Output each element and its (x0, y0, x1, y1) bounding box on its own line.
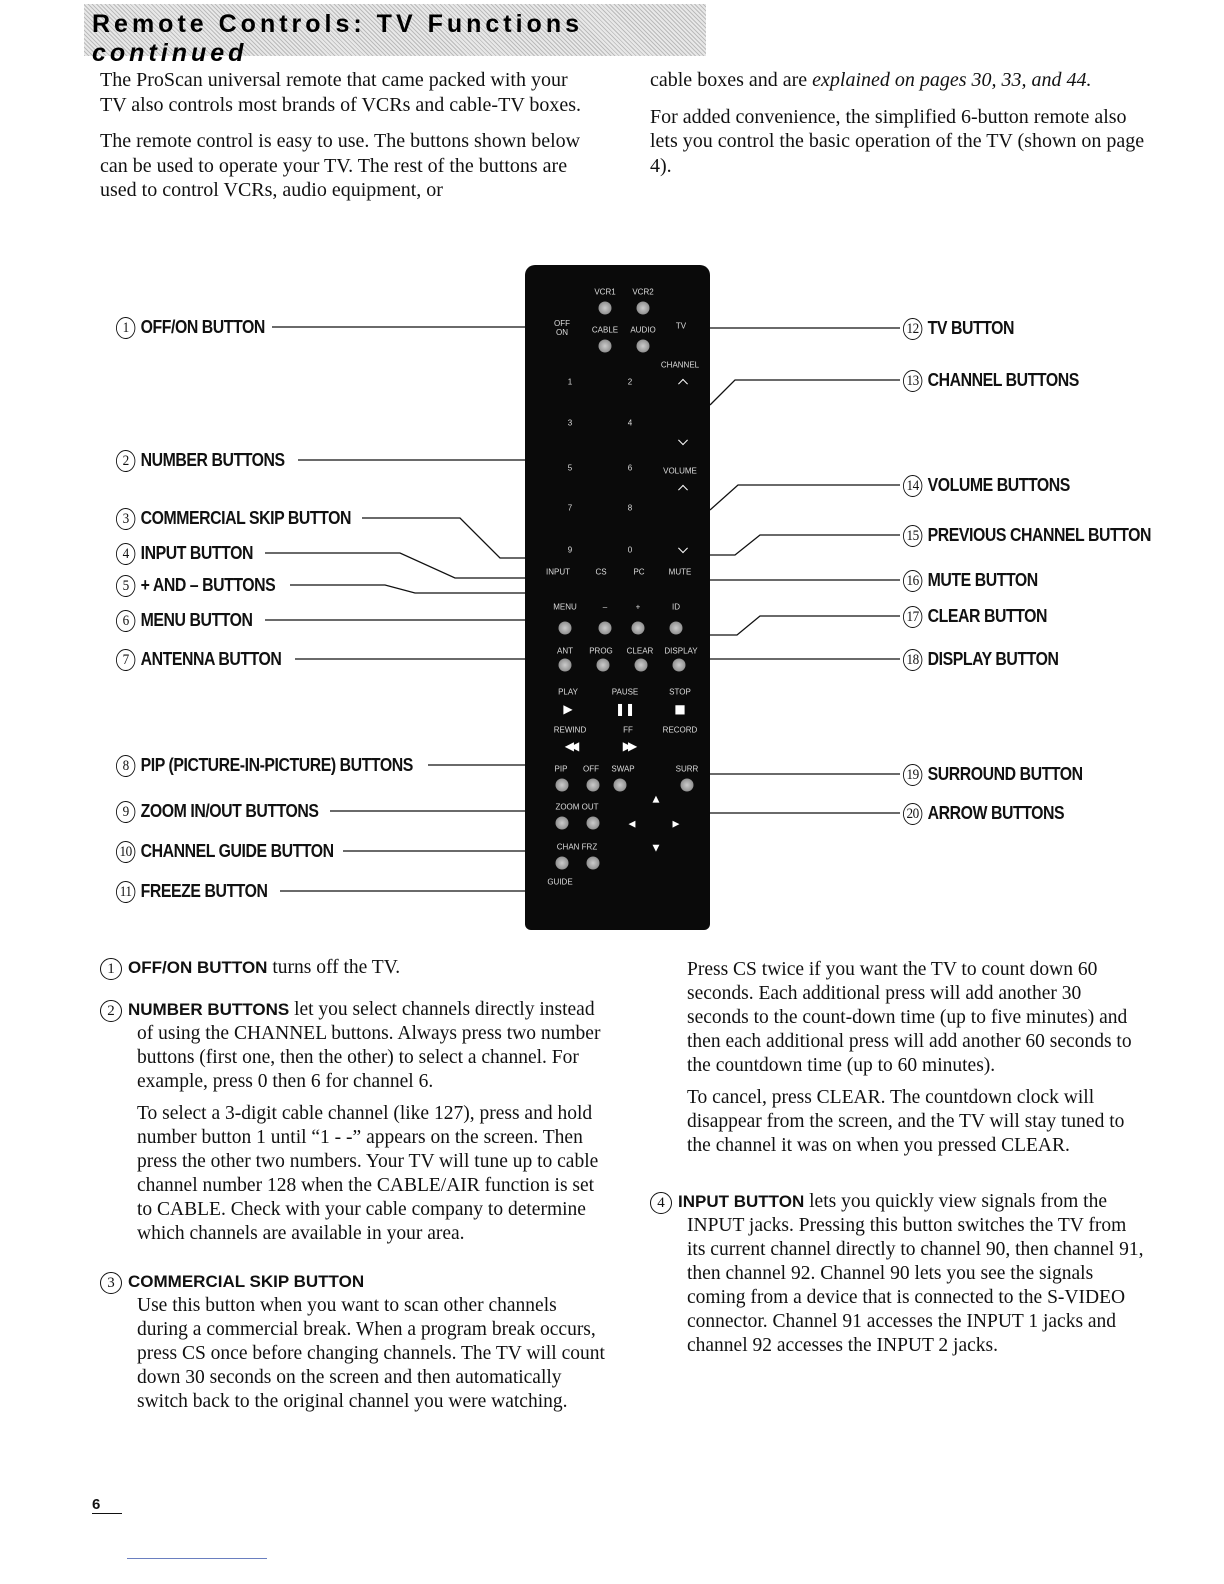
callout-19: 19 SURROUND BUTTON (903, 763, 1083, 786)
fast-forward-icon: ▶▶ (622, 739, 634, 753)
intro-paragraph: The ProScan universal remote that came packed with your TV also controls most brands of VCRs and cable-TV boxes. (100, 69, 582, 116)
vcr1-button (599, 302, 612, 315)
minus-button (599, 622, 612, 635)
ant-button (559, 659, 572, 672)
cable-button (599, 340, 612, 353)
surr-label: SURR (675, 764, 699, 774)
callout-1: 1 OFF/ON BUTTON (116, 316, 265, 339)
commercial-skip-cancel: To cancel, press CLEAR. The countdown clock will disappear from the screen, and the TV will stay tuned to the channel it was on when you pressed CLEAR. (687, 1087, 1125, 1156)
audio-label: AUDIO (630, 325, 656, 335)
display-button (673, 659, 686, 672)
callout-12: 12 TV BUTTON (903, 317, 1014, 340)
menu-label: MENU (553, 602, 577, 612)
pc-label: PC (633, 567, 645, 577)
callout-17: 17 CLEAR BUTTON (903, 605, 1047, 628)
callout-5: 5 + AND – BUTTONS (116, 574, 275, 597)
zoom-out-label: ZOOM OUT (555, 802, 599, 812)
intro-paragraph: cable boxes and are explained on pages 30, 33, and 44. (650, 69, 1092, 91)
freeze-button (587, 857, 600, 870)
digit-7: 7 (567, 503, 573, 513)
offon-label: OFF ON (554, 319, 570, 337)
input-label: INPUT (546, 567, 570, 577)
id-button (670, 622, 683, 635)
cable-label: CABLE (591, 325, 619, 335)
pip-label: PIP (554, 764, 568, 774)
callout-18: 18 DISPLAY BUTTON (903, 648, 1058, 671)
zoom-button (556, 817, 569, 830)
section-commercial-skip-text: Use this button when you want to scan other channels during a commercial break. When a program break occurs, press CS once before changing channels. The TV will count down 30 seconds on the screen and then automatically switch back to the original channel you were watching. (137, 1295, 605, 1412)
section-input-button: 4 INPUT BUTTON lets you quickly view signals from the INPUT jacks. Pressing this button switches the TV from its current channel directly to channel 90, then channel 91, then channel 92. Channel 90 lets you see the signals coming from a device that is connected to the S-VIDEO connector. Channel 91 accesses the INPUT 1 jacks and channel 92 accesses the INPUT 2 jacks. (650, 1190, 1147, 1358)
pip-button (556, 779, 569, 792)
pip-off-label: OFF (583, 764, 599, 774)
callout-4: 4 INPUT BUTTON (116, 542, 253, 565)
play-icon: ▶ (563, 702, 573, 716)
clear-label: CLEAR (626, 646, 654, 656)
ant-label: ANT (557, 646, 573, 656)
plus-label: + (635, 602, 641, 612)
channel-label: CHANNEL (660, 360, 700, 370)
ff-label: FF (623, 725, 633, 735)
audio-button (637, 340, 650, 353)
id-label: ID (672, 602, 680, 612)
callout-15: 15 PREVIOUS CHANNEL BUTTON (903, 524, 1151, 547)
callout-2: 2 NUMBER BUTTONS (116, 449, 285, 472)
volume-up-icon (678, 485, 688, 495)
section-number-buttons: 2 NUMBER BUTTONS let you select channels directly instead of using the CHANNEL buttons. Always press two number buttons (first one, then the other) to select a channel. For example, press 0 then 6 for channel 6. (100, 998, 612, 1094)
vcr2-label: VCR2 (632, 287, 654, 297)
zoom-out-button (587, 817, 600, 830)
section-commercial-skip-head: 3 COMMERCIAL SKIP BUTTON (100, 1270, 612, 1294)
digit-5: 5 (567, 463, 573, 473)
callout-10: 10 CHANNEL GUIDE BUTTON (116, 840, 334, 863)
descriptions-left (100, 956, 612, 1422)
minus-label: – (602, 602, 608, 612)
callout-14: 14 VOLUME BUTTONS (903, 474, 1070, 497)
commercial-skip-continued: Press CS twice if you want the TV to count down 60 seconds. Each additional press will add another 30 seconds to the count-down time (up to five minutes) and then each additional press will add another 60 seconds to the countdown time (up to 60 minutes). (687, 959, 1132, 1076)
digit-2: 2 (627, 377, 633, 387)
remote-control-illustration (525, 265, 710, 930)
rewind-label: REWIND (553, 725, 587, 735)
callout-3: 3 COMMERCIAL SKIP BUTTON (116, 507, 351, 530)
section-number-buttons-detail: To select a 3-digit cable channel (like 127), press and hold number button 1 until “1 - -” appears on the screen. Then press the other two numbers. Your TV will tune up to cable channel number 128 when the CABLE/AIR function is set to CABLE. Check with your cable company to determine which channels are available in your area. (137, 1103, 599, 1244)
tv-label: TV (675, 321, 687, 331)
arrow-up-icon: ▲ (652, 794, 660, 805)
callout-11: 11 FREEZE BUTTON (116, 880, 268, 903)
callout-13: 13 CHANNEL BUTTONS (903, 369, 1079, 392)
callout-6: 6 MENU BUTTON (116, 609, 253, 632)
digit-3: 3 (567, 418, 573, 428)
section-offon: 1 OFF/ON BUTTON turns off the TV. (100, 956, 612, 980)
chan-frz-label: CHAN FRZ (556, 842, 598, 852)
pause-label: PAUSE (611, 687, 639, 697)
digit-8: 8 (627, 503, 633, 513)
stop-label: STOP (669, 687, 691, 697)
prog-button (597, 659, 610, 672)
channel-up-icon (678, 379, 688, 389)
page-title: Remote Controls: TV Functions continued (92, 10, 583, 67)
vcr2-button (637, 302, 650, 315)
cs-label: CS (595, 567, 607, 577)
descriptions-right (657, 958, 1147, 1366)
callout-8: 8 PIP (PICTURE-IN-PICTURE) BUTTONS (116, 754, 413, 777)
vcr1-label: VCR1 (594, 287, 616, 297)
chan-guide-button (556, 857, 569, 870)
channel-down-icon (678, 435, 688, 445)
footer-rule (127, 1558, 267, 1559)
digit-6: 6 (627, 463, 633, 473)
digit-0: 0 (627, 545, 633, 555)
callout-16: 16 MUTE BUTTON (903, 569, 1038, 592)
stop-icon: ■ (674, 702, 686, 716)
display-label: DISPLAY (664, 646, 698, 656)
menu-button (559, 622, 572, 635)
rewind-icon: ◀◀ (564, 739, 576, 753)
digit-4: 4 (627, 418, 633, 428)
callout-7: 7 ANTENNA BUTTON (116, 648, 281, 671)
digit-9: 9 (567, 545, 573, 555)
arrow-down-icon: ▼ (652, 843, 660, 854)
record-label: RECORD (662, 725, 698, 735)
intro-paragraph: The remote control is easy to use. The buttons shown below can be used to operate your TV. The rest of the buttons are used to control VCRs, audio equipment, or (100, 130, 581, 201)
intro-paragraph: For added convenience, the simplified 6-button remote also lets you control the basic operation of the TV (shown on page 4). (650, 105, 1145, 177)
arrow-left-icon: ◀ (628, 819, 636, 830)
guide-label: GUIDE (547, 877, 573, 887)
page-number: 6 (92, 1496, 122, 1514)
callout-9: 9 ZOOM IN/OUT BUTTONS (116, 800, 319, 823)
volume-label: VOLUME (663, 466, 697, 476)
swap-button (614, 779, 627, 792)
volume-down-icon (678, 543, 688, 553)
pause-icon: ❚❚ (614, 702, 636, 716)
digit-1: 1 (567, 377, 573, 387)
mute-label: MUTE (668, 567, 692, 577)
clear-button (635, 659, 648, 672)
swap-label: SWAP (611, 764, 635, 774)
callout-20: 20 ARROW BUTTONS (903, 802, 1064, 825)
surr-button (681, 779, 694, 792)
prog-label: PROG (589, 646, 613, 656)
plus-button (632, 622, 645, 635)
pip-off-button (587, 779, 600, 792)
arrow-right-icon: ▶ (672, 819, 680, 830)
play-label: PLAY (558, 687, 578, 697)
